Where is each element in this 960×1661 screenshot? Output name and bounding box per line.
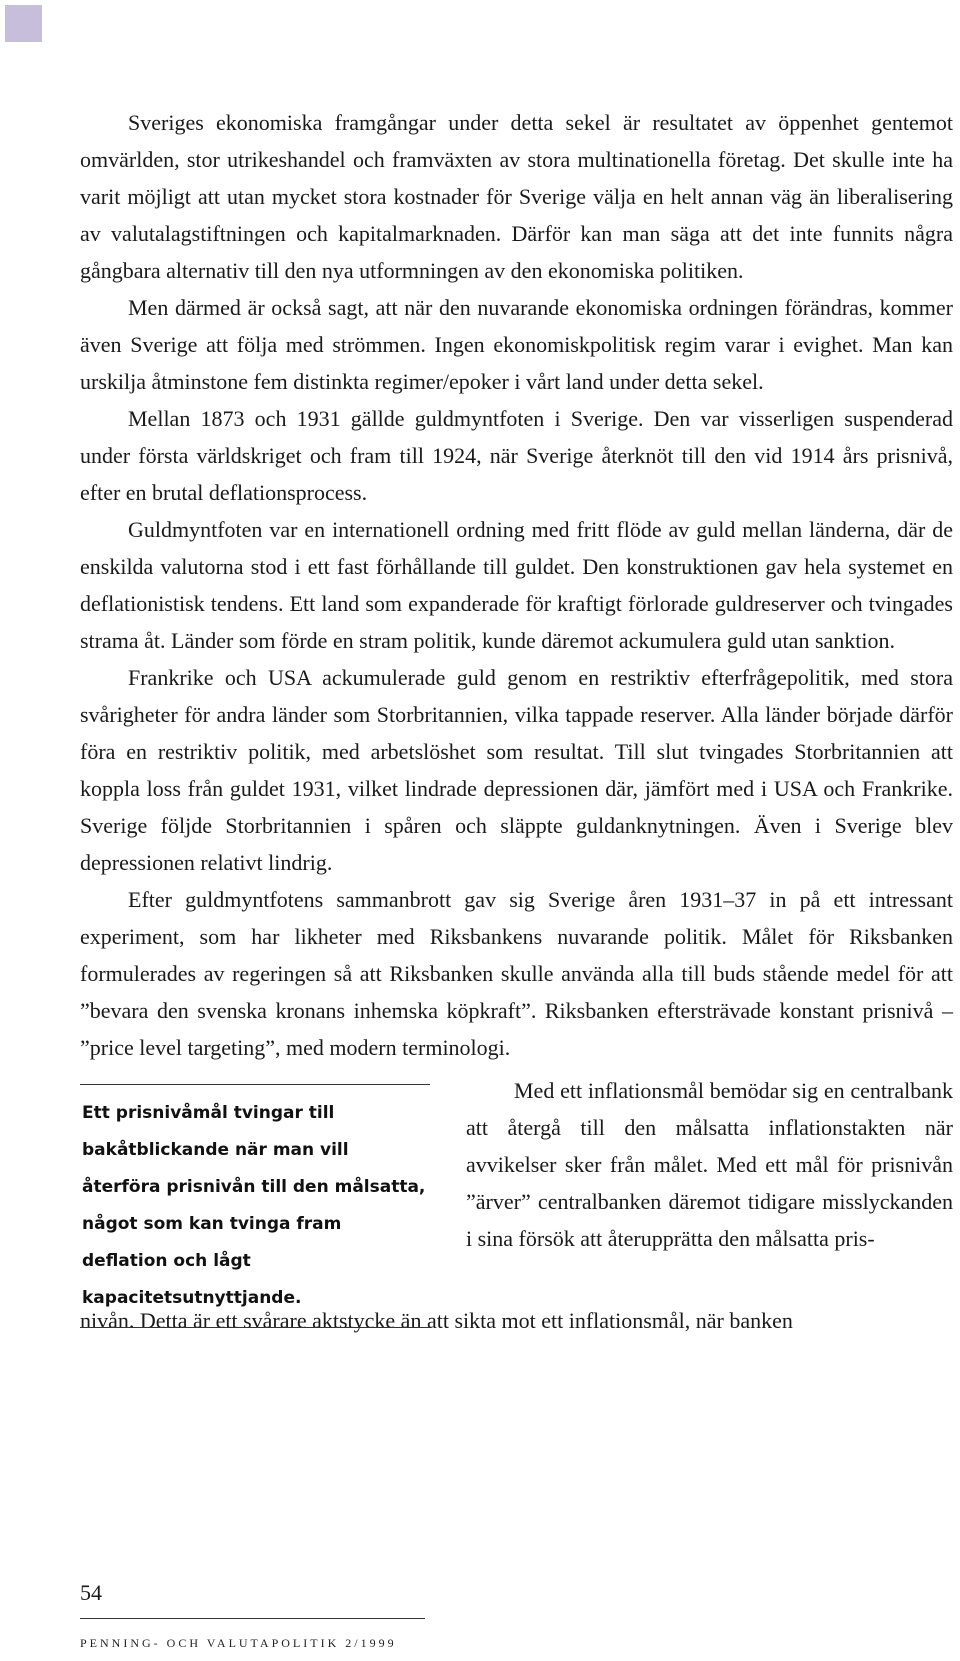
page-number: 54 <box>80 1580 102 1605</box>
paragraph-6: Efter guldmyntfotens sammanbrott gav sig Sverige åren 1931–37 in på ett intressant experiment, som har likheter med Riksbankens nuvarande politik. Målet för Riksbanken formulerades av regeringen så att Riksbanken skulle använda alla till buds stående medel för att ”bevara den svenska kronans inhemska köpkraft”. Riksbanken eftersträvade konstant prisnivå – ”price level targeting”, med modern terminologi. <box>80 887 953 1060</box>
footer-rule <box>80 1618 425 1619</box>
paragraph-5: Frankrike och USA ackumulerade guld genom en restriktiv efterfrågepolitik, med stora svårigheter för andra länder som Storbritannien, vilka tappade reserver. Alla länder började därför föra en restriktiv politik, med arbetslöshet som resultat. Till slut tvingades Storbritannien att koppla loss från guldet 1931, vilket lindrade depressionen där, jämfört med i USA och Frankrike. Sverige följde Storbritannien i spåren och släppte guldanknytningen. Även i Sverige blev depressionen relativt lindrig. <box>80 665 953 875</box>
paragraph-4: Guldmyntfoten var en internationell ordning med fritt flöde av guld mellan länderna, där de enskilda valutorna stod i ett fast förhållande till guldet. Den konstruktionen gav hela systemet en deflationistisk tendens. Ett land som expanderade för kraftigt förlorade guldreserver och tvingades strama åt. Länder som förde en stram politik, kunde däremot ackumulera guld utan sanktion. <box>80 517 953 653</box>
paragraph-1: Sveriges ekonomiska framgångar under detta sekel är resultatet av öppenhet gentemot omvärlden, stor utrikeshandel och framväxten av stora multinationella företag. Det skulle inte ha varit möjligt att utan mycket stora kostnader för Sverige välja en helt annan väg än liberalisering av valutalagstiftningen och kapitalmarknaden. Därför kan man säga att det inte funnits några gångbara alternativ till den nya utformningen av den ekonomiska politiken. <box>80 110 953 283</box>
pull-quote: Ett prisnivåmål tvingar till bakåtblickande när man vill återföra prisnivån till den målsatta, något som kan tvinga fram deflation och lågt kapacitetsutnyttjande. <box>80 1084 430 1328</box>
pull-quote-section <box>80 1072 953 1308</box>
journal-title: PENNING- OCH VALUTAPOLITIK 2/1999 <box>80 1636 397 1650</box>
paragraph-2: Men därmed är också sagt, att när den nuvarande ekonomiska ordningen förändras, kommer även Sverige att följa med strömmen. Ingen ekonomiskpolitisk regim varar i evighet. Man kan urskilja åtminstone fem distinkta regimer/epoker i vårt land under detta sekel. <box>80 295 953 394</box>
article-body <box>80 104 953 1339</box>
continuation-paragraph: nivån. Detta är ett svårare aktstycke än att sikta mot ett inflationsmål, när banken <box>80 1308 793 1333</box>
side-paragraph: Med ett inflationsmål bemödar sig en centralbank att återgå till den målsatta inflationstakten när avvikelser sker från målet. Med ett mål för prisnivån ”ärver” centralbanken däremot tidigare misslyckanden i sina försök att återupprätta den målsatta pris- <box>466 1078 953 1251</box>
paragraph-3: Mellan 1873 och 1931 gällde guldmyntfoten i Sverige. Den var visserligen suspenderad under första världskriget och fram till 1924, när Sverige återknöt till den vid 1914 års prisnivå, efter en brutal deflationsprocess. <box>80 406 953 505</box>
corner-color-mark <box>5 5 42 42</box>
